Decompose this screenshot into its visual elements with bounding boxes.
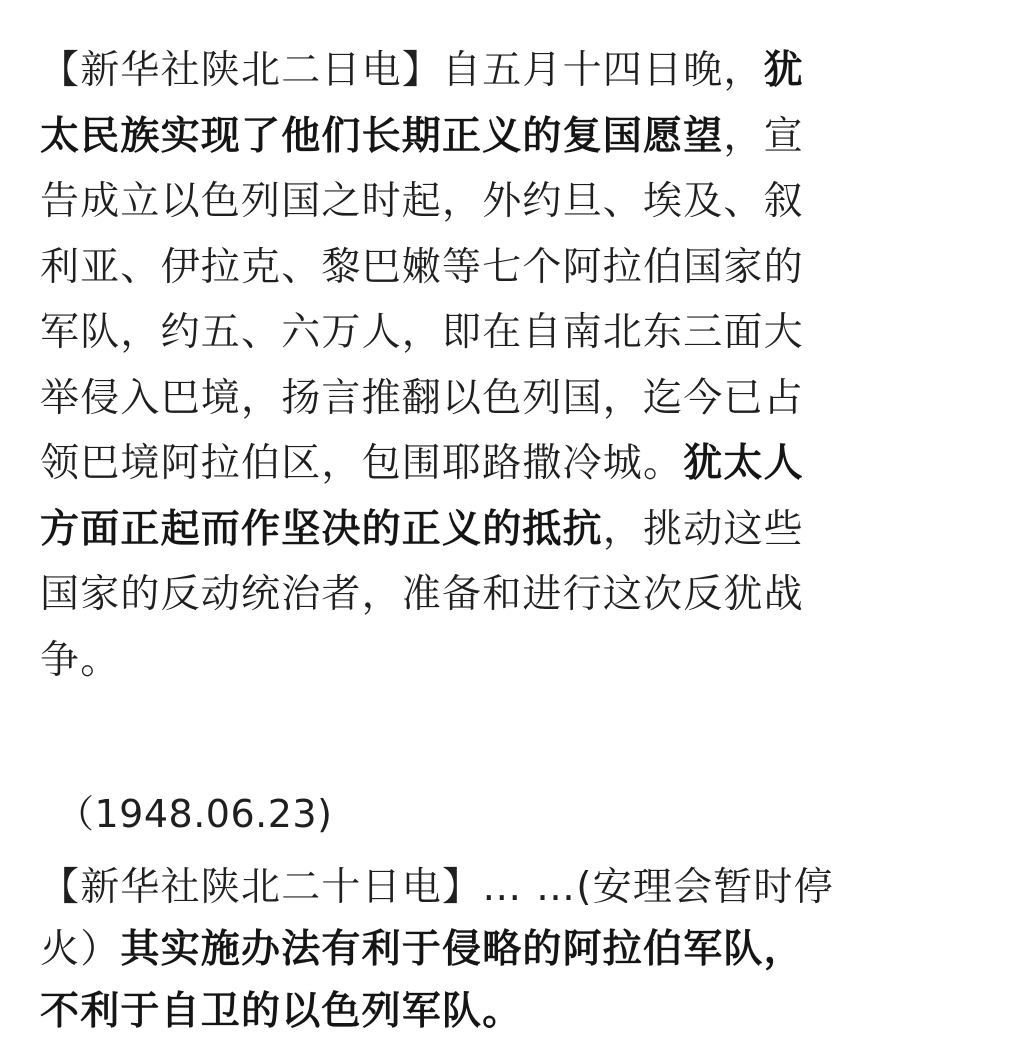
text-segment: 【新华社陕北二日电】自五月十四日晚， bbox=[40, 48, 764, 93]
text-segment: ，宣 bbox=[723, 113, 804, 159]
text-segment: 【新华社陕北二十日电】… …(安理会暂时停 bbox=[40, 865, 834, 910]
bold-text-segment: 其实施办法有利于侵略的阿拉伯军队， bbox=[120, 927, 804, 972]
text-segment: 军队，约五、六万人，即在自南北东三面大 bbox=[40, 310, 804, 355]
text-line bbox=[40, 431, 870, 497]
text-line bbox=[40, 981, 880, 1043]
text-segment: 告成立以色列国之时起，外约旦、埃及、叙 bbox=[40, 179, 804, 224]
text-line bbox=[40, 628, 870, 694]
text-line bbox=[40, 497, 870, 563]
bold-text-segment: 方面正起而作坚决的正义的抵抗 bbox=[40, 506, 603, 552]
article-paragraph-1 bbox=[40, 38, 870, 693]
text-line bbox=[40, 366, 870, 432]
text-segment: 利亚、伊拉克、黎巴嫩等七个阿拉伯国家的 bbox=[40, 244, 804, 290]
text-segment: 领巴境阿拉伯区，包围耶路撒冷城。 bbox=[40, 441, 684, 486]
bold-text-segment: 犹 bbox=[763, 48, 804, 93]
text-line bbox=[40, 169, 870, 235]
bold-text-segment: 不利于自卫的以色列军队。 bbox=[40, 989, 523, 1034]
text-line bbox=[40, 562, 870, 628]
text-segment: 国家的反动统治者，准备和进行这次反犹战 bbox=[40, 572, 804, 617]
text-segment: 争。 bbox=[40, 637, 121, 683]
text-line bbox=[40, 38, 870, 104]
text-segment: 举侵入巴境，扬言推翻以色列国，迄今已占 bbox=[40, 375, 804, 421]
bold-text-segment: 太民族实现了他们长期正义的复国愿望 bbox=[40, 113, 724, 159]
text-segment: 火） bbox=[40, 927, 121, 972]
article-paragraph-2 bbox=[40, 857, 880, 1043]
text-segment: ，挑动这些 bbox=[602, 506, 804, 552]
text-line bbox=[40, 919, 880, 981]
text-line bbox=[40, 104, 870, 170]
date-label: （1948.06.23) bbox=[56, 792, 333, 836]
bold-text-segment: 犹太人 bbox=[683, 441, 804, 486]
text-line bbox=[40, 857, 880, 919]
text-line bbox=[40, 300, 870, 366]
text-line bbox=[40, 235, 870, 301]
